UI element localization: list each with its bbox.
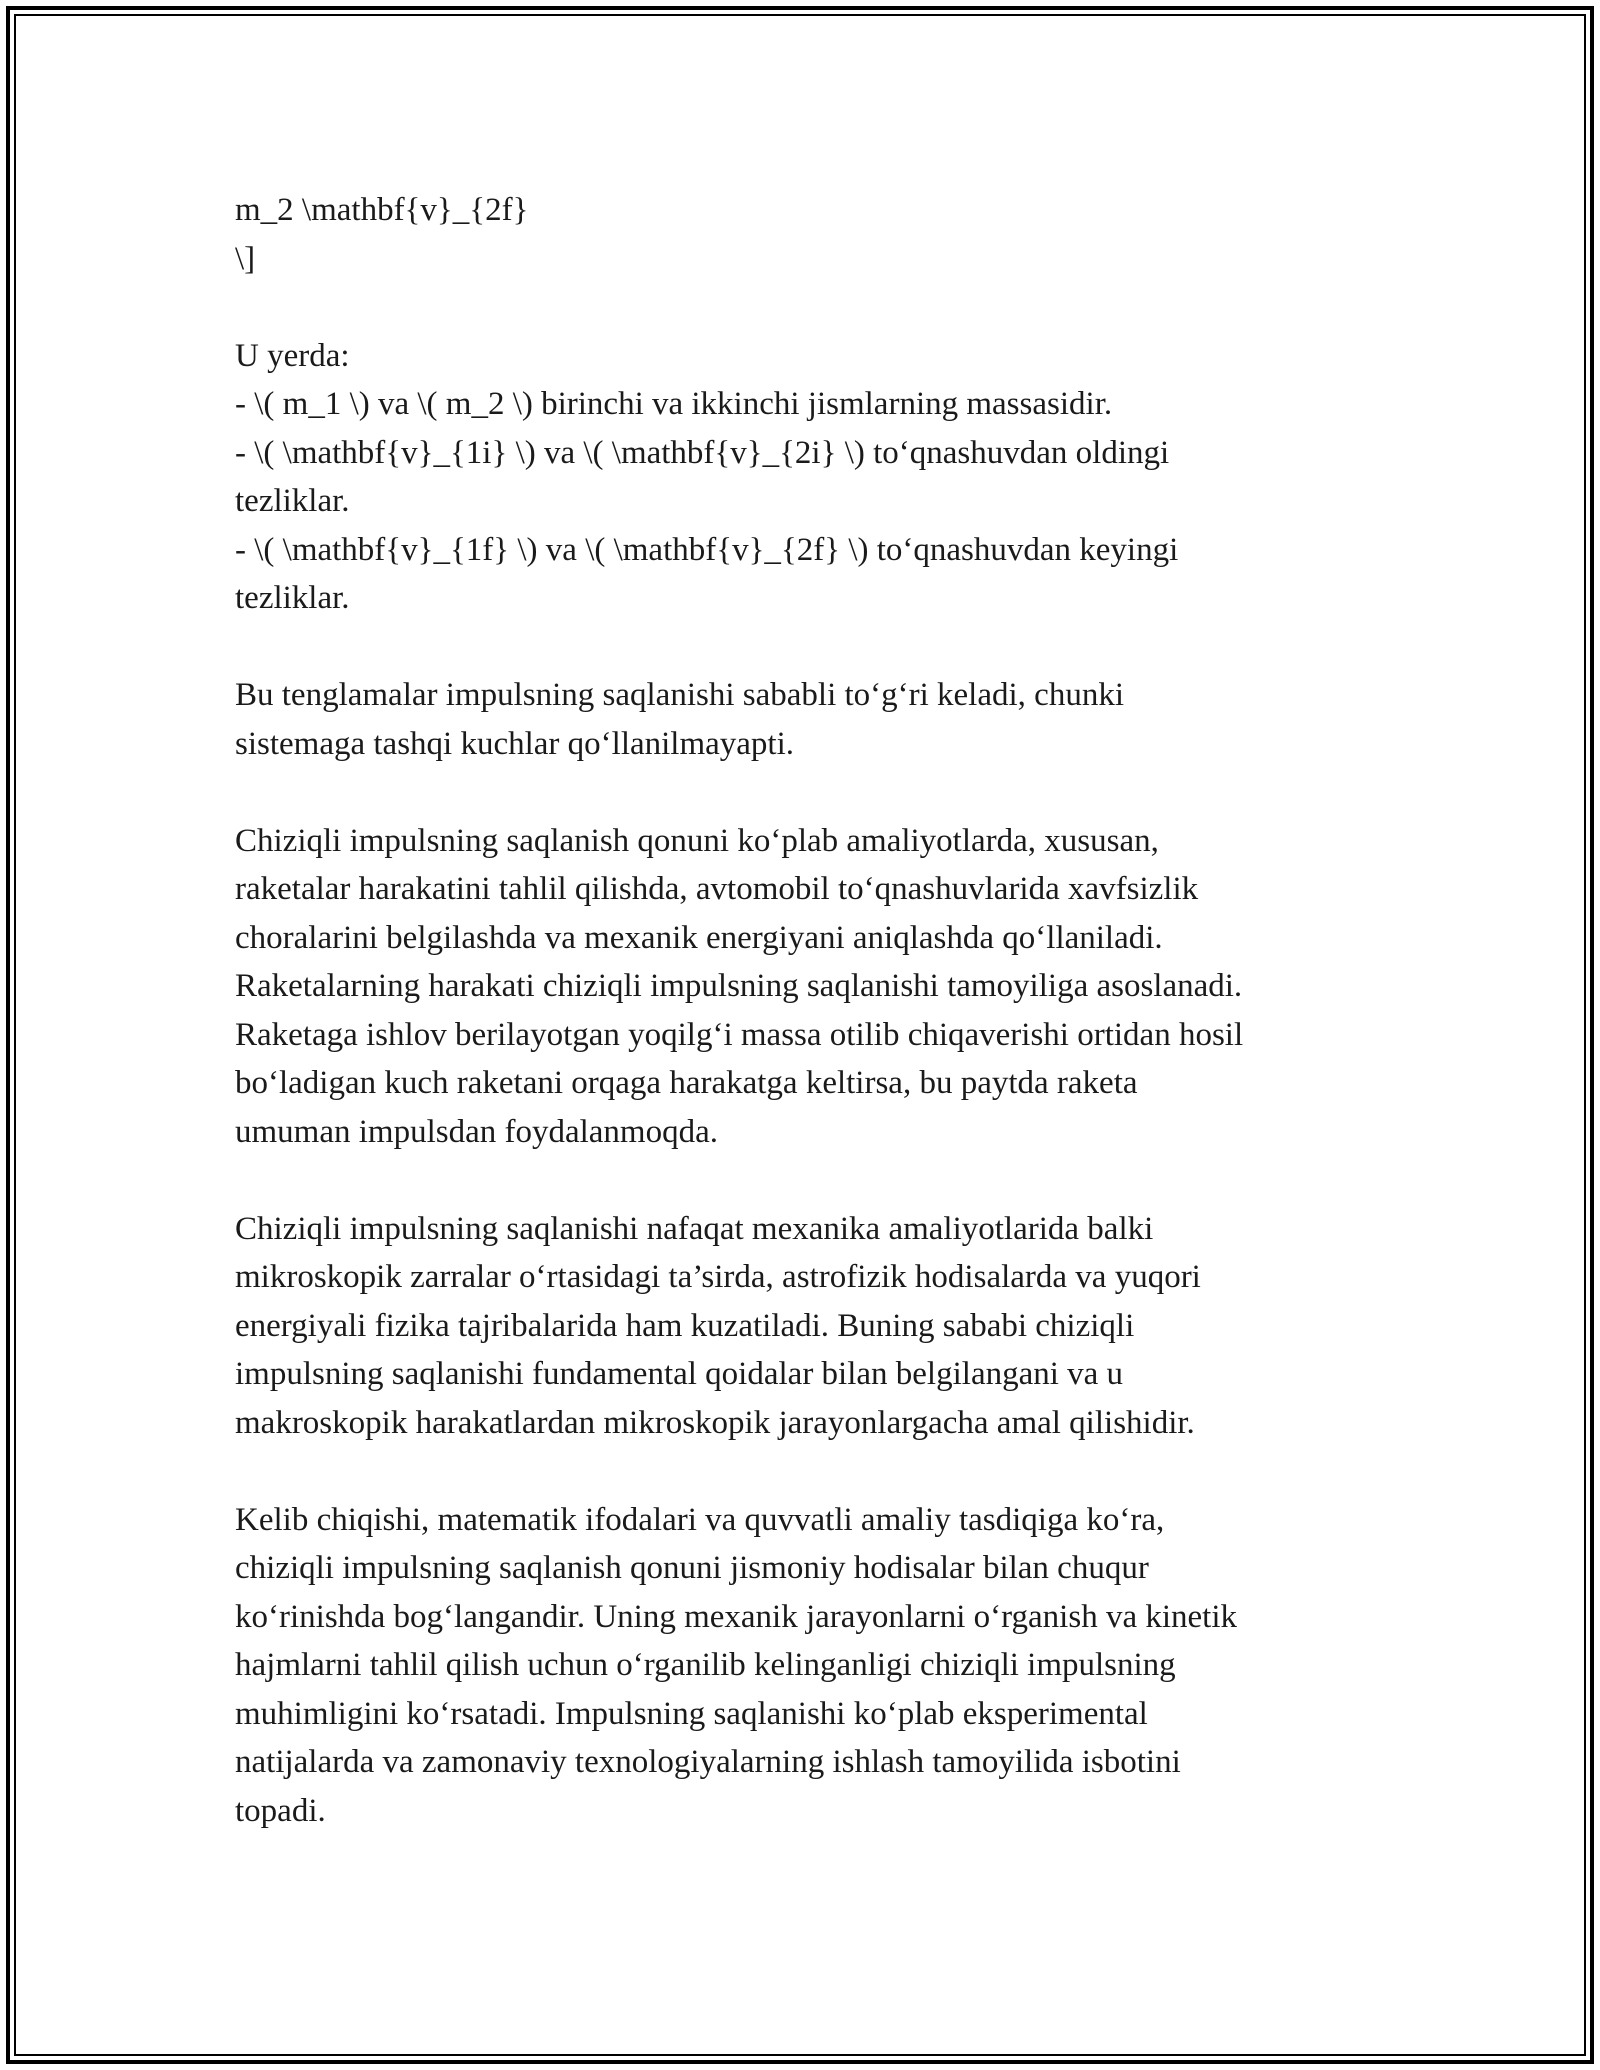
paragraph-line: muhimligini ko‘rsatadi. Impulsning saqlanishi ko‘plab eksperimental bbox=[235, 1695, 1148, 1732]
equation-tail bbox=[235, 186, 1385, 283]
paragraph-line: makroskopik harakatlardan mikroskopik jarayonlargacha amal qilishidir. bbox=[235, 1404, 1195, 1441]
paragraph-line: Raketalarning harakati chiziqli impulsning saqlanishi tamoyiliga asoslanadi. bbox=[235, 968, 1243, 1004]
document-body bbox=[235, 186, 1385, 1884]
definition-item-masses: - \( m_1 \) va \( m_2 \) birinchi va ikkinchi jismlarning massasidir. bbox=[235, 386, 1113, 422]
paragraph-line: choralarini belgilashda va mexanik energiyani aniqlashda qo‘llaniladi. bbox=[235, 919, 1163, 956]
paragraph-line: impulsning saqlanishi fundamental qoidalar bilan belgilangani va u bbox=[235, 1356, 1124, 1392]
paragraph-conservation-reason bbox=[235, 671, 1385, 768]
equation-line: m_2 \mathbf{v}_{2f} bbox=[235, 192, 529, 228]
paragraph-line: ko‘rinishda bog‘langandir. Uning mexanik jarayonlarni o‘rganish va kinetik bbox=[235, 1598, 1237, 1635]
paragraph-conclusion bbox=[235, 1496, 1385, 1836]
paragraph-line: sistemaga tashqi kuchlar qo‘llanilmayapti. bbox=[235, 725, 795, 762]
definition-item-final-velocities-cont: tezliklar. bbox=[235, 580, 350, 616]
paragraph-applications bbox=[235, 817, 1385, 1157]
definition-item-final-velocities: - \( \mathbf{v}_{1f} \) va \( \mathbf{v}_{2f} \) to‘qnashuvdan keyingi bbox=[235, 531, 1179, 568]
definition-item-initial-velocities-cont: tezliklar. bbox=[235, 483, 350, 519]
paragraph-line: topadi. bbox=[235, 1792, 326, 1829]
paragraph-line: hajmlarni tahlil qilish uchun o‘rganilib kelinganligi chiziqli impulsning bbox=[235, 1647, 1176, 1683]
paragraph-line: mikroskopik zarralar o‘rtasidagi ta’sirda, astrofizik hodisalarda va yuqori bbox=[235, 1259, 1201, 1295]
paragraph-microscopic bbox=[235, 1205, 1385, 1448]
paragraph-line: chiziqli impulsning saqlanish qonuni jismoniy hodisalar bilan chuqur bbox=[235, 1550, 1149, 1586]
definition-item-initial-velocities: - \( \mathbf{v}_{1i} \) va \( \mathbf{v}_{2i} \) to‘qnashuvdan oldingi bbox=[235, 434, 1170, 471]
definitions-intro: U yerda: bbox=[235, 337, 350, 374]
definitions-list bbox=[235, 332, 1385, 623]
paragraph-line: Kelib chiqishi, matematik ifodalari va quvvatli amaliy tasdiqiga ko‘ra, bbox=[235, 1501, 1165, 1538]
paragraph-line: raketalar harakatini tahlil qilishda, avtomobil to‘qnashuvlarida xavfsizlik bbox=[235, 871, 1199, 907]
equation-close: \] bbox=[235, 240, 256, 277]
paragraph-line: energiyali fizika tajribalarida ham kuzatiladi. Buning sababi chiziqli bbox=[235, 1307, 1135, 1344]
paragraph-line: Chiziqli impulsning saqlanish qonuni ko‘plab amaliyotlarda, xususan, bbox=[235, 822, 1159, 859]
paragraph-line: Raketaga ishlov berilayotgan yoqilg‘i massa otilib chiqaverishi ortidan hosil bbox=[235, 1016, 1244, 1053]
paragraph-line: Bu tenglamalar impulsning saqlanishi sababli to‘g‘ri keladi, chunki bbox=[235, 677, 1124, 713]
paragraph-line: umuman impulsdan foydalanmoqda. bbox=[235, 1113, 718, 1150]
paragraph-line: Chiziqli impulsning saqlanishi nafaqat mexanika amaliyotlarida balki bbox=[235, 1210, 1154, 1247]
paragraph-line: natijalarda va zamonaviy texnologiyalarning ishlash tamoyilida isbotini bbox=[235, 1744, 1181, 1780]
paragraph-line: bo‘ladigan kuch raketani orqaga harakatga keltirsa, bu paytda raketa bbox=[235, 1065, 1138, 1101]
